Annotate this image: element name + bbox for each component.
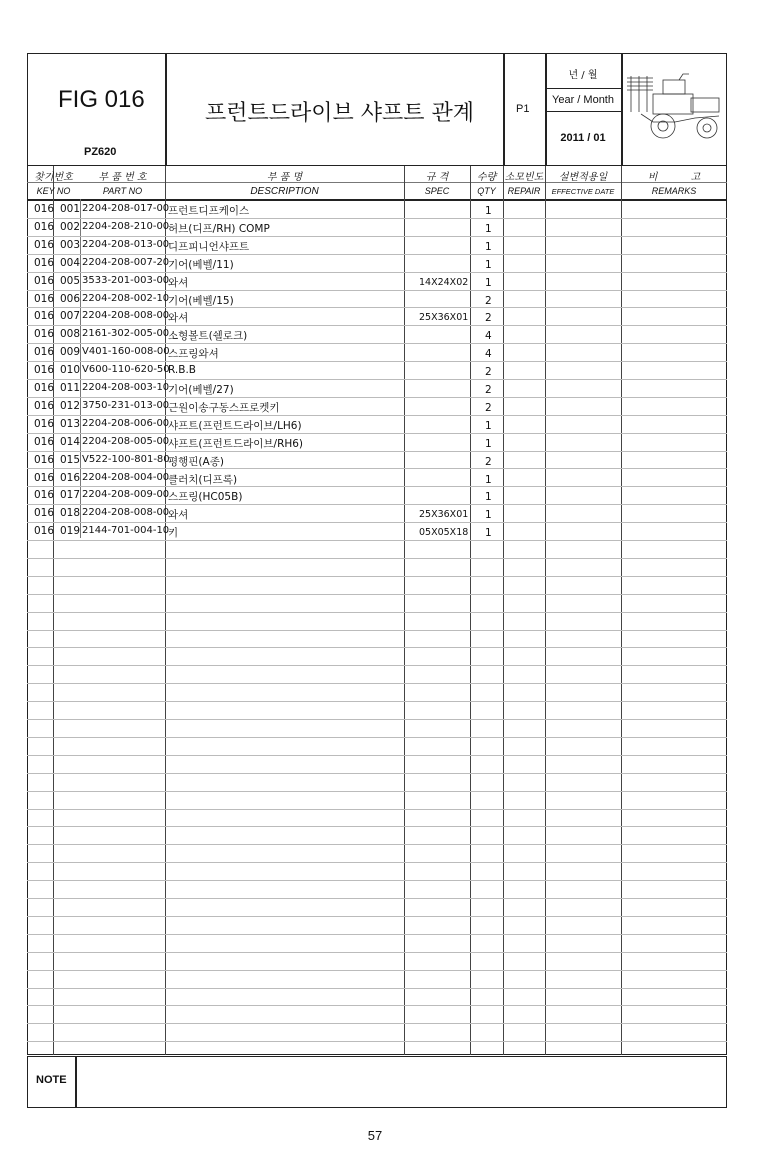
row-fig: 016 [34,203,55,215]
row-rule [27,737,727,738]
row-spec: 25X36X01 [419,312,469,323]
row-rule [27,630,727,631]
row-qty: 1 [485,474,492,486]
row-qty: 4 [485,348,492,360]
row-description: 기어(베벨/11) [168,259,234,271]
row-qty: 1 [485,259,492,271]
row-description: 소형볼트(쉘로크) [168,330,248,342]
row-qty: 4 [485,330,492,342]
row-fig: 016 [34,382,55,394]
table-row [27,434,727,451]
row-rule [27,916,727,917]
row-description: 스프링(HC05B) [168,491,243,503]
col-qty-ko: 수량 [476,172,497,183]
row-part-no: 2204-208-007-20 [82,257,170,268]
row-part-no: 2144-701-004-10 [82,525,170,536]
row-part-no: 3533-201-003-00 [82,275,170,286]
row-description: 스프링와셔 [168,348,219,360]
row-qty: 1 [485,491,492,503]
table-row [27,273,727,290]
table-row [27,308,727,325]
row-rule [27,558,727,559]
table-row [27,344,727,361]
note-label: NOTE [36,1074,67,1086]
row-rule [27,1005,727,1006]
row-fig: 016 [34,489,55,501]
row-description: 근원이송구동스프로켓키 [168,402,280,414]
row-part-no: 2204-208-008-00 [82,507,170,518]
row-part-no: 2204-208-009-00 [82,489,170,500]
note-box [27,1056,727,1108]
row-spec: 25X36X01 [419,509,469,520]
table-row [27,291,727,308]
row-rule [27,612,727,613]
table-row [27,470,727,487]
row-part-no: 2204-208-008-00 [82,310,170,321]
row-part-no: 2204-208-017-00 [82,203,170,214]
row-rule [27,880,727,881]
table-row [27,219,727,236]
row-rule [27,576,727,577]
row-key: 009 [60,346,81,358]
row-rule [27,791,727,792]
row-fig: 016 [34,310,55,322]
row-key: 005 [60,275,81,287]
col-eff-ko: 설변적용일 [558,172,608,183]
table-row [27,523,727,540]
row-rule [27,826,727,827]
table-row [27,487,727,504]
year-month-en: Year / Month [552,94,614,106]
col-key-ko: 찾기번호 [34,172,73,183]
row-fig: 016 [34,257,55,269]
row-key: 006 [60,293,81,305]
table-row [27,201,727,218]
col-spec-en: SPEC [424,186,450,196]
row-rule [27,862,727,863]
row-rule [27,540,727,541]
row-rule [27,898,727,899]
row-rule [27,665,727,666]
row-fig: 016 [34,328,55,340]
row-description: 와셔 [168,277,189,289]
row-fig: 016 [34,507,55,519]
page-number: 57 [367,1128,383,1143]
row-fig: 016 [34,275,55,287]
row-part-no: 2204-208-003-10 [82,382,170,393]
row-qty: 1 [485,420,492,432]
row-key: 001 [60,203,81,215]
row-rule [27,952,727,953]
row-qty: 2 [485,384,492,396]
row-rule [27,594,727,595]
col-repair-ko: 소모빈도 [504,172,544,183]
row-qty: 1 [485,509,492,521]
row-rule [27,988,727,989]
row-fig: 016 [34,400,55,412]
row-fig: 016 [34,364,55,376]
row-qty: 2 [485,295,492,307]
row-key: 003 [60,239,81,251]
row-part-no: V600-110-620-50 [82,364,170,375]
row-description: 프런트디프케이스 [168,205,250,217]
row-qty: 1 [485,241,492,253]
row-rule [27,683,727,684]
row-description: 와셔 [168,509,189,521]
table-row [27,380,727,397]
row-fig: 016 [34,472,55,484]
row-rule [27,755,727,756]
row-key: 015 [60,454,81,466]
row-description: 평행핀(A종) [168,456,224,468]
row-fig: 016 [34,239,55,251]
row-fig: 016 [34,454,55,466]
row-part-no: 2204-208-005-00 [82,436,170,447]
fig-number: FIG 016 [58,86,145,113]
row-qty: 2 [485,312,492,324]
row-description: 클러치(디프록) [168,474,238,486]
row-part-no: 3750-231-013-00 [82,400,170,411]
row-fig: 016 [34,525,55,537]
row-part-no: V401-160-008-00 [82,346,170,357]
row-rule [27,809,727,810]
row-qty: 2 [485,366,492,378]
row-qty: 1 [485,205,492,217]
row-part-no: 2204-208-002-10 [82,293,170,304]
row-key: 018 [60,507,81,519]
col-eff-en: EFFECTIVE DATE [551,187,615,196]
model-code: PZ620 [84,146,117,158]
row-fig: 016 [34,436,55,448]
row-rule [27,647,727,648]
row-rule [27,701,727,702]
row-key: 016 [60,472,81,484]
row-key: 007 [60,310,81,322]
table-row [27,416,727,433]
row-part-no: 2161-302-005-00 [82,328,170,339]
row-part-no: 2204-208-013-00 [82,239,170,250]
row-key: 011 [60,382,81,394]
page-code: P1 [516,103,530,115]
row-spec: 14X24X02 [419,277,469,288]
col-spec-ko: 규 격 [425,172,449,183]
table-row [27,505,727,522]
row-description: 샤프트(프런트드라이브/LH6) [168,420,302,432]
row-key: 002 [60,221,81,233]
row-key: 013 [60,418,81,430]
row-description: 키 [168,527,179,539]
row-rule [27,1023,727,1024]
row-description: 샤프트(프런트드라이브/RH6) [168,438,304,450]
col-desc-ko: 부 품 명 [266,172,303,183]
row-key: 017 [60,489,81,501]
row-qty: 2 [485,402,492,414]
row-description: 기어(베벨/15) [168,295,234,307]
row-key: 014 [60,436,81,448]
row-key: 012 [60,400,81,412]
row-rule [27,970,727,971]
row-fig: 016 [34,346,55,358]
row-description: R.B.B [168,364,197,376]
row-rule [27,934,727,935]
row-qty: 2 [485,456,492,468]
row-part-no: 2204-208-004-00 [82,472,170,483]
machine-thumbnail [623,72,727,146]
row-qty: 1 [485,438,492,450]
col-remarks-en: REMARKS [651,186,697,196]
col-desc-en: DESCRIPTION [250,186,319,197]
col-part-ko: 부 품 번 호 [98,172,147,183]
col-key-en: KEY NO [36,186,71,196]
row-part-no: 2204-208-210-00 [82,221,170,232]
row-key: 008 [60,328,81,340]
issue-date: 2011 / 01 [560,132,606,144]
row-fig: 016 [34,418,55,430]
row-qty: 1 [485,527,492,539]
col-repair-en: REPAIR [507,186,541,196]
row-description: 기어(베벨/27) [168,384,234,396]
page-title: 프런트드라이브 샤프트 관계 [205,101,475,126]
row-qty: 1 [485,223,492,235]
table-row [27,326,727,343]
row-rule [27,1041,727,1042]
table-row [27,362,727,379]
col-remarks-ko: 비 고 [647,172,701,183]
year-month-ko: 년 / 월 [568,70,598,81]
row-rule [27,719,727,720]
table-row [27,255,727,272]
row-description: 디프피니언샤프트 [168,241,250,253]
row-fig: 016 [34,293,55,305]
row-key: 004 [60,257,81,269]
row-key: 019 [60,525,81,537]
row-part-no: 2204-208-006-00 [82,418,170,429]
col-qty-en: QTY [477,186,496,196]
row-description: 허브(디프/RH) COMP [168,223,270,235]
row-description: 와셔 [168,312,189,324]
row-rule [27,773,727,774]
row-spec: 05X05X18 [419,527,469,538]
col-part-en: PART NO [102,186,143,196]
row-fig: 016 [34,221,55,233]
row-qty: 1 [485,277,492,289]
table-row [27,452,727,469]
row-key: 010 [60,364,81,376]
table-row [27,237,727,254]
table-row [27,398,727,415]
row-part-no: V522-100-801-80 [82,454,170,465]
row-rule [27,844,727,845]
